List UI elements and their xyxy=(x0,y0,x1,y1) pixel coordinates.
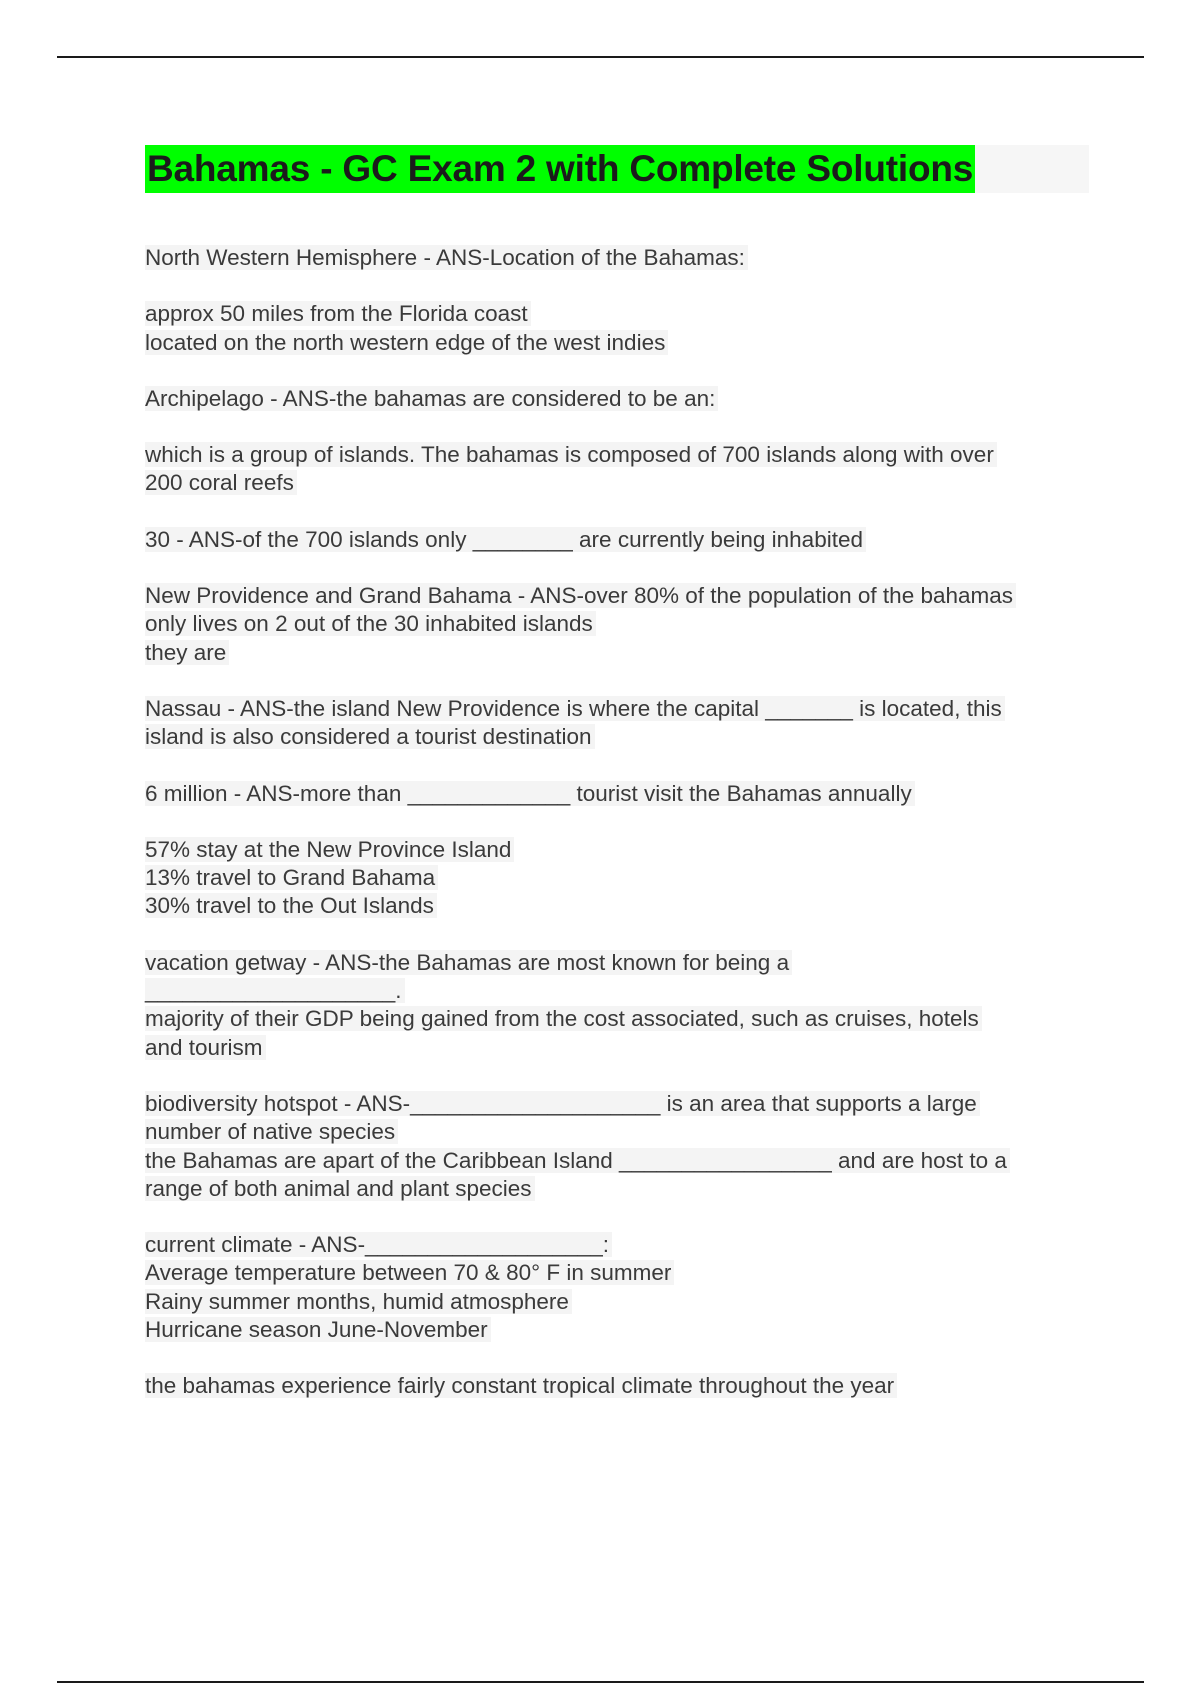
document-body xyxy=(145,244,1090,1429)
qa-entry xyxy=(145,836,1090,921)
entry-line-text: majority of their GDP being gained from the cost associated, such as cruises, hotels xyxy=(145,1006,982,1031)
entry-line xyxy=(145,582,1090,610)
entry-line xyxy=(145,610,1090,638)
qa-entry xyxy=(145,441,1090,498)
entry-line xyxy=(145,1175,1090,1203)
entry-line-text: Rainy summer months, humid atmosphere xyxy=(145,1289,572,1314)
entry-line-text: approx 50 miles from the Florida coast xyxy=(145,301,531,326)
qa-entry xyxy=(145,244,1090,272)
entry-line-text: 200 coral reefs xyxy=(145,470,297,495)
entry-line-text: Hurricane season June-November xyxy=(145,1317,491,1342)
entry-line-text: only lives on 2 out of the 30 inhabited islands xyxy=(145,611,596,636)
entry-line-text: Archipelago - ANS-the bahamas are considered to be an: xyxy=(145,386,718,411)
entry-line-text: 30% travel to the Out Islands xyxy=(145,893,437,918)
entry-line-text: 57% stay at the New Province Island xyxy=(145,837,514,862)
entry-line xyxy=(145,1118,1090,1146)
title-bar xyxy=(145,145,1089,193)
entry-line xyxy=(145,949,1090,977)
entry-line-text: which is a group of islands. The bahamas is composed of 700 islands along with over xyxy=(145,442,997,467)
entry-line-text: the bahamas experience fairly constant tropical climate throughout the year xyxy=(145,1373,897,1398)
entry-line-text: 13% travel to Grand Bahama xyxy=(145,865,438,890)
qa-entry xyxy=(145,300,1090,357)
entry-line xyxy=(145,639,1090,667)
entry-line xyxy=(145,1034,1090,1062)
entry-line xyxy=(145,780,1090,808)
qa-entry xyxy=(145,582,1090,667)
entry-line xyxy=(145,1090,1090,1118)
qa-entry xyxy=(145,526,1090,554)
qa-entry xyxy=(145,1372,1090,1400)
entry-line xyxy=(145,1231,1090,1259)
entry-line xyxy=(145,329,1090,357)
entry-line xyxy=(145,695,1090,723)
entry-line xyxy=(145,1147,1090,1175)
entry-line xyxy=(145,526,1090,554)
entry-line-text: biodiversity hotspot - ANS-____________________ is an area that supports a large xyxy=(145,1091,980,1116)
entry-line-text: the Bahamas are apart of the Caribbean Island _________________ and are host to a xyxy=(145,1148,1010,1173)
entry-line-text: range of both animal and plant species xyxy=(145,1176,535,1201)
entry-line xyxy=(145,723,1090,751)
entry-line xyxy=(145,441,1090,469)
entry-line xyxy=(145,469,1090,497)
qa-entry xyxy=(145,780,1090,808)
entry-line-text: Average temperature between 70 & 80° F in summer xyxy=(145,1260,674,1285)
entry-line-text: 30 - ANS-of the 700 islands only ________ are currently being inhabited xyxy=(145,527,866,552)
entry-line-text: vacation getway - ANS-the Bahamas are most known for being a xyxy=(145,950,792,975)
entry-line-text: located on the north western edge of the west indies xyxy=(145,330,668,355)
entry-line xyxy=(145,892,1090,920)
qa-entry xyxy=(145,949,1090,1062)
entry-line-text: New Providence and Grand Bahama - ANS-over 80% of the population of the bahamas xyxy=(145,583,1016,608)
page-title: Bahamas - GC Exam 2 with Complete Solutions xyxy=(145,145,975,193)
entry-line xyxy=(145,300,1090,328)
qa-entry xyxy=(145,1231,1090,1344)
entry-line-text: 6 million - ANS-more than _____________ tourist visit the Bahamas annually xyxy=(145,781,915,806)
entry-line-text: and tourism xyxy=(145,1035,266,1060)
qa-entry xyxy=(145,385,1090,413)
entry-line xyxy=(145,1372,1090,1400)
footer-rule xyxy=(57,1681,1144,1683)
entry-line-text: number of native species xyxy=(145,1119,398,1144)
entry-line-text: ____________________. xyxy=(145,978,405,1003)
entry-line-text: current climate - ANS-___________________: xyxy=(145,1232,612,1257)
qa-entry xyxy=(145,1090,1090,1203)
entry-line-text: they are xyxy=(145,640,229,665)
entry-line xyxy=(145,1316,1090,1344)
entry-line xyxy=(145,385,1090,413)
entry-line xyxy=(145,1288,1090,1316)
entry-line-text: island is also considered a tourist destination xyxy=(145,724,595,749)
qa-entry xyxy=(145,695,1090,752)
header-rule xyxy=(57,56,1144,58)
entry-line xyxy=(145,1005,1090,1033)
entry-line-text: North Western Hemisphere - ANS-Location of the Bahamas: xyxy=(145,245,748,270)
entry-line xyxy=(145,864,1090,892)
entry-line-text: Nassau - ANS-the island New Providence is where the capital _______ is located, this xyxy=(145,696,1005,721)
entry-line xyxy=(145,244,1090,272)
entry-line xyxy=(145,1259,1090,1287)
entry-line xyxy=(145,836,1090,864)
entry-line xyxy=(145,977,1090,1005)
